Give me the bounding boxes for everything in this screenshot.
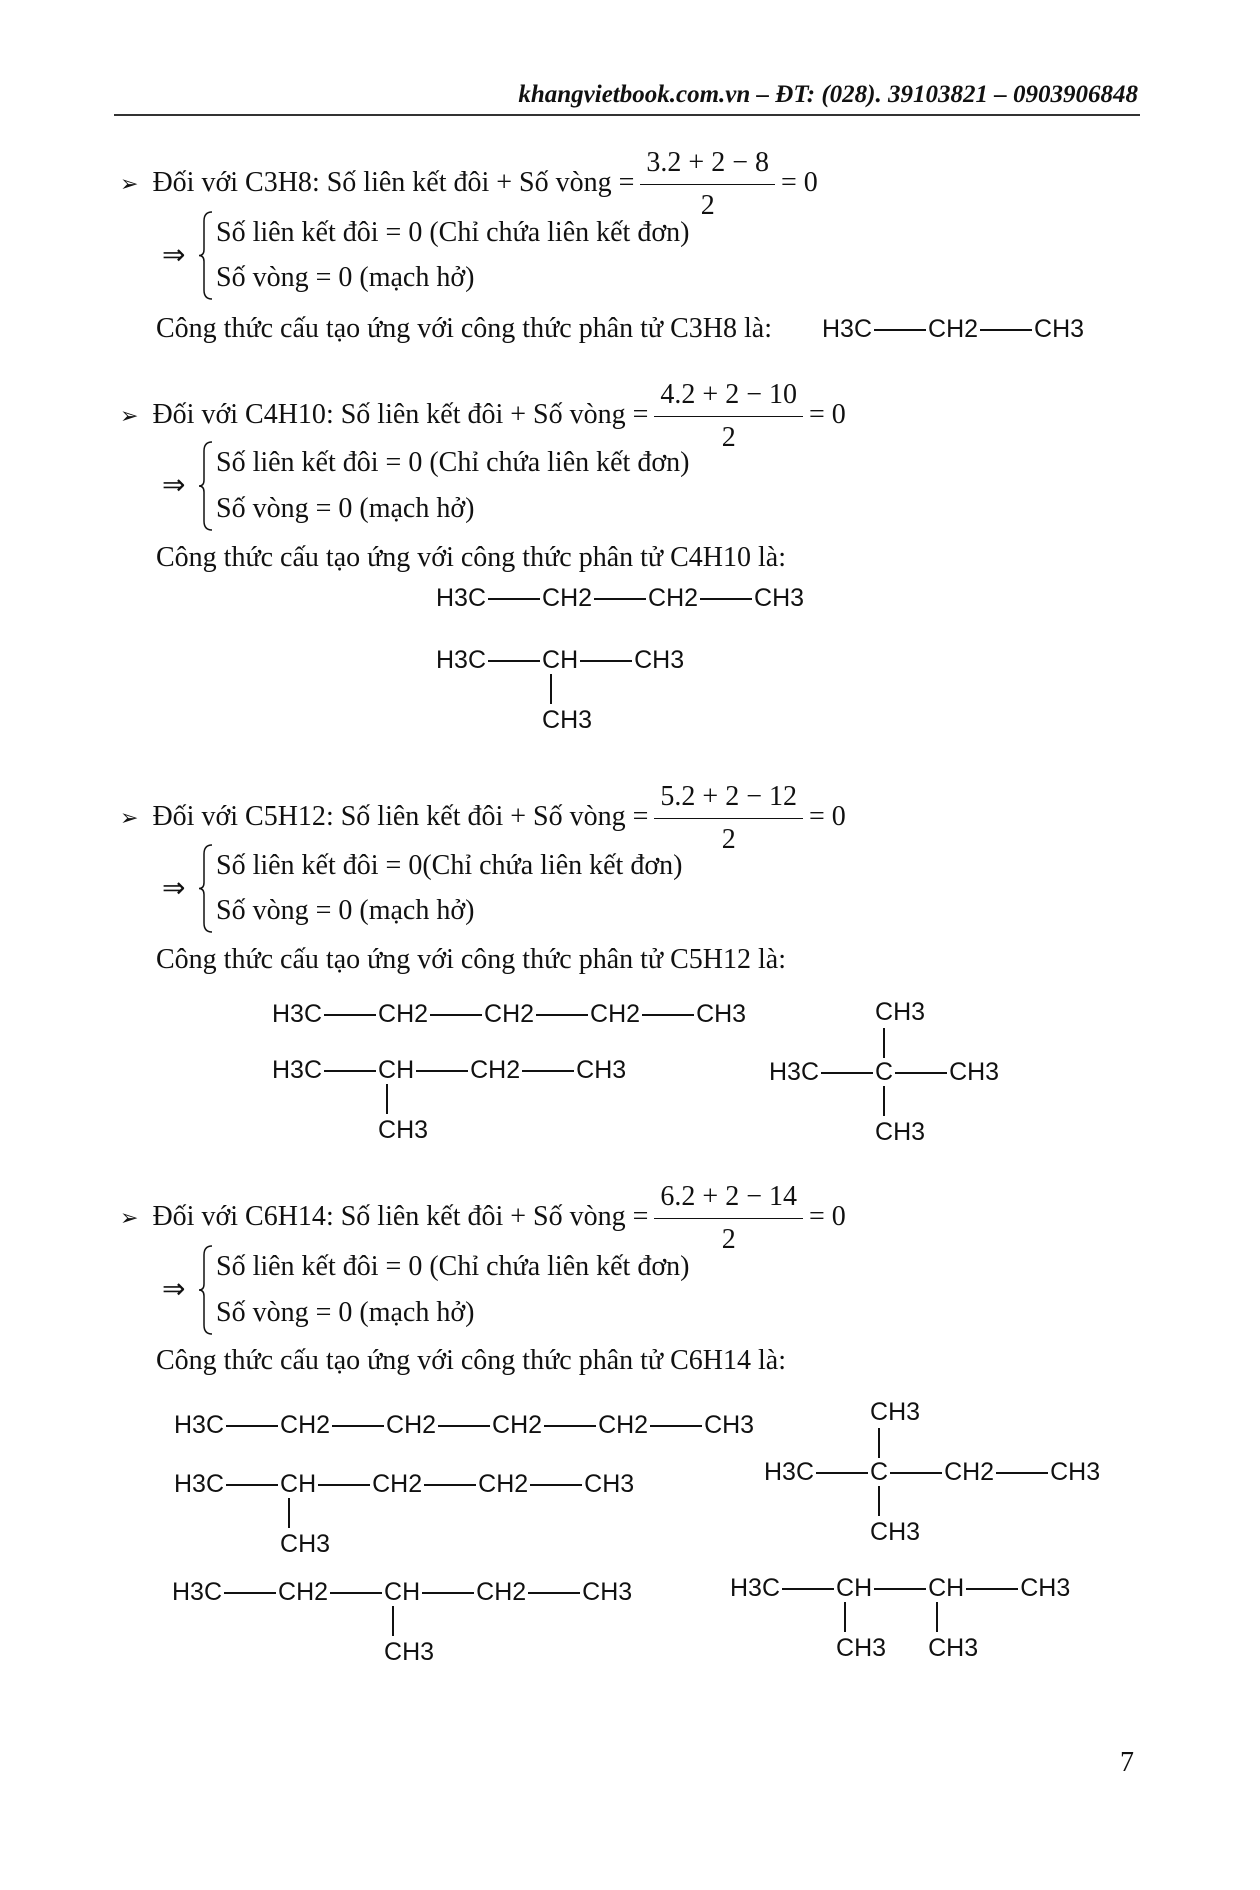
branch-label: CH3 [928,1634,979,1662]
group-label: CH3 [696,1000,747,1028]
prefix-text: Đối với [152,1200,239,1232]
branch-label: CH3 [280,1530,331,1558]
group-label: H3C [174,1411,225,1439]
single-bond [580,660,632,662]
equation-lhs: : Số liên kết đôi + Số vòng = [325,800,649,832]
group-label: CH2 [590,1000,641,1028]
single-bond [226,1425,278,1427]
atom-group [949,1056,999,1088]
single-bond [874,1588,926,1590]
case-rings: Số vòng = 0 (mạch hở) [216,493,475,524]
atom-group [280,1468,331,1558]
implies-symbol: ⇒ [162,470,186,501]
atom-group [174,1468,224,1500]
structural-formula [822,313,1084,345]
case-double-bonds: Số liên kết đôi = 0 (Chỉ chứa liên kết đơn) [216,1251,690,1282]
case-rings: Số vòng = 0 (mạch hở) [216,1297,475,1328]
branch-group [875,1086,925,1148]
atom-group [476,1576,526,1608]
single-bond [650,1425,702,1427]
single-bond [422,1592,474,1594]
atom-group [386,1409,436,1441]
atom-group [928,1572,979,1662]
page-header: khangvietbook.com.vn – ĐT: (028). 39103821 – 0903906848 [518,81,1138,108]
group-label: H3C [730,1574,781,1602]
group-label: CH2 [378,1000,429,1028]
single-bond [816,1472,868,1474]
equation-lhs: : Số liên kết đôi + Số vòng = [325,398,649,430]
atom-group [822,313,872,345]
group-label: H3C [272,1056,323,1084]
fraction-denominator: 2 [700,190,715,221]
molecular-formula: C6H14 [670,1345,751,1376]
branch-group [280,1498,330,1560]
bullet-arrow-icon: ➢ [120,402,139,428]
group-label: CH2 [542,584,593,612]
group-label: CH2 [648,584,699,612]
single-bond [821,1072,873,1074]
branch-group [542,674,592,736]
conclusion-text: Công thức cấu tạo ứng với công thức phân tử [156,542,664,573]
single-bond [488,598,540,600]
header-divider [114,114,1140,116]
structural-formula [764,1398,1101,1546]
fraction-denominator: 2 [721,824,736,855]
group-label: CH3 [704,1411,755,1439]
equation-result: = 0 [809,398,846,430]
single-bond [782,1588,834,1590]
group-label: H3C [174,1470,225,1498]
group-label: H3C [764,1458,815,1486]
page-number: 7 [1120,1747,1134,1778]
single-bond [966,1588,1018,1590]
group-label: CH2 [928,315,979,343]
equation-lhs: : Số liên kết đôi + Số vòng = [311,166,635,198]
brace-icon [198,1245,214,1343]
single-bond [416,1070,468,1072]
implies-symbol: ⇒ [162,1274,186,1305]
conclusion-line [156,1344,786,1378]
group-label: CH3 [584,1470,635,1498]
brace-icon [198,211,214,308]
group-label: CH3 [634,646,685,674]
group-label: CH2 [478,1470,529,1498]
molecular-formula: C5H12 [245,800,326,832]
structural-formula [272,998,746,1030]
group-label: CH [280,1470,317,1498]
equation-line [120,780,846,857]
equation-line [120,378,846,455]
branch-label: CH3 [875,998,926,1026]
atom-group [576,1054,626,1086]
branch-group [928,1602,978,1664]
branch-group [378,1084,428,1146]
atom-group [280,1409,330,1441]
conclusion-text: Công thức cấu tạo ứng với công thức phân tử [156,1345,664,1376]
prefix-text: Đối với [152,398,239,430]
branch-group [870,1486,920,1548]
group-label: C [875,1058,894,1086]
branch-label: CH3 [836,1634,887,1662]
vertical-bond [883,1086,885,1116]
single-bond [424,1484,476,1486]
atom-group [492,1409,542,1441]
single-bond [536,1014,588,1016]
branch-group [875,996,925,1058]
atom-group [542,582,592,614]
single-bond [522,1070,574,1072]
atom-group [582,1576,632,1608]
group-label: CH2 [280,1411,331,1439]
molecular-formula: C4H10 [670,542,751,573]
vertical-bond [936,1602,938,1632]
implies-symbol: ⇒ [162,239,186,271]
atom-group [769,1056,819,1088]
atom-group [272,1054,322,1086]
molecular-formula: C5H12 [670,944,751,975]
single-bond [318,1484,370,1486]
bullet-arrow-icon: ➢ [120,170,139,196]
molecular-formula: C3H8 [245,166,312,198]
group-label: CH [928,1574,965,1602]
group-label: CH2 [476,1578,527,1606]
atom-group [870,1398,921,1546]
conclusion-suffix: là: [757,1345,786,1376]
equation-result: = 0 [809,800,846,832]
atom-group [436,644,486,676]
molecular-formula: C3H8 [670,313,737,344]
fraction [654,780,803,857]
group-label: H3C [272,1000,323,1028]
conclusion-suffix: là: [757,542,786,573]
branch-group [836,1602,886,1664]
atom-group [944,1456,994,1488]
brace-icon [198,844,214,941]
case-rings: Số vòng = 0 (mạch hở) [216,895,475,926]
atom-group [704,1409,754,1441]
group-label: CH [542,646,579,674]
conclusion-line [156,312,772,346]
conclusion-line [156,943,786,977]
fraction-denominator: 2 [721,422,736,453]
atom-group [484,998,534,1030]
atom-group [648,582,698,614]
group-label: C [870,1458,889,1486]
conclusion-suffix: là: [743,313,772,344]
atom-group [754,582,804,614]
equation-line [120,1180,846,1257]
equation-result: = 0 [781,166,818,198]
group-label: CH3 [1034,315,1085,343]
group-label: H3C [172,1578,223,1606]
single-bond [874,329,926,331]
atom-group [378,1054,429,1144]
case-double-bonds: Số liên kết đôi = 0(Chỉ chứa liên kết đơn) [216,850,683,881]
group-label: CH [384,1578,421,1606]
single-bond [544,1425,596,1427]
atom-group [836,1572,887,1662]
structural-formula [436,644,685,734]
single-bond [980,329,1032,331]
branch-label: CH3 [875,1118,926,1146]
group-label: CH3 [1020,1574,1071,1602]
bullet-arrow-icon: ➢ [120,804,139,830]
atom-group [764,1456,814,1488]
single-bond [528,1592,580,1594]
fraction [654,1180,803,1257]
structural-formula [174,1409,754,1441]
vertical-bond [392,1606,394,1636]
single-bond [438,1425,490,1427]
group-label: CH [836,1574,873,1602]
atom-group [928,313,978,345]
case-double-bonds: Số liên kết đôi = 0 (Chỉ chứa liên kết đơn) [216,217,690,248]
atom-group [542,644,593,734]
single-bond [700,598,752,600]
molecular-formula: C4H10 [245,398,326,430]
single-bond [996,1472,1048,1474]
atom-group [172,1576,222,1608]
single-bond [332,1425,384,1427]
group-label: CH2 [484,1000,535,1028]
equation-line [120,146,818,223]
structural-formula [272,1054,627,1144]
vertical-bond [883,1028,885,1058]
branch-group [384,1606,434,1668]
atom-group [598,1409,648,1441]
prefix-text: Đối với [152,166,239,198]
brace-icon [198,441,214,539]
group-label: H3C [436,584,487,612]
structural-formula [172,1576,633,1666]
atom-group [436,582,486,614]
group-label: H3C [436,646,487,674]
conclusion-line [156,541,786,575]
group-label: CH3 [576,1056,627,1084]
structural-formula [436,582,804,614]
vertical-bond [288,1498,290,1528]
atom-group [1034,313,1084,345]
branch-label: CH3 [870,1518,921,1546]
group-label: CH2 [492,1411,543,1439]
case-double-bonds: Số liên kết đôi = 0 (Chỉ chứa liên kết đơn) [216,447,690,478]
branch-label: CH3 [542,706,593,734]
group-label: CH3 [754,584,805,612]
group-label: CH3 [1050,1458,1101,1486]
single-bond [430,1014,482,1016]
group-label: H3C [822,315,873,343]
single-bond [324,1070,376,1072]
structural-formula [174,1468,635,1558]
atom-group [1050,1456,1100,1488]
atom-group [634,644,684,676]
single-bond [226,1484,278,1486]
vertical-bond [844,1602,846,1632]
atom-group [384,1576,435,1666]
implies-symbol: ⇒ [162,872,186,904]
atom-group [696,998,746,1030]
group-label: CH2 [944,1458,995,1486]
atom-group [1020,1572,1070,1604]
branch-label: CH3 [384,1638,435,1666]
single-bond [890,1472,942,1474]
fraction-numerator: 3.2 + 2 − 8 [640,146,775,185]
fraction [640,146,775,223]
group-label: H3C [769,1058,820,1086]
single-bond [594,598,646,600]
single-bond [224,1592,276,1594]
branch-label: CH3 [870,1398,921,1426]
atom-group [470,1054,520,1086]
group-label: CH2 [470,1056,521,1084]
fraction-denominator: 2 [721,1224,736,1255]
fraction-numerator: 4.2 + 2 − 10 [654,378,803,417]
equation-lhs: : Số liên kết đôi + Số vòng = [325,1200,649,1232]
conclusion-suffix: là: [757,944,786,975]
atom-group [278,1576,328,1608]
structural-formula [730,1572,1071,1662]
vertical-bond [878,1486,880,1516]
branch-label: CH3 [378,1116,429,1144]
group-label: CH2 [372,1470,423,1498]
branch-group [870,1396,920,1458]
group-label: CH2 [598,1411,649,1439]
atom-group [478,1468,528,1500]
fraction [654,378,803,455]
single-bond [330,1592,382,1594]
atom-group [584,1468,634,1500]
single-bond [895,1072,947,1074]
vertical-bond [878,1428,880,1458]
prefix-text: Đối với [152,800,239,832]
atom-group [272,998,322,1030]
group-label: CH [378,1056,415,1084]
conclusion-text: Công thức cấu tạo ứng với công thức phân tử [156,313,664,344]
vertical-bond [386,1084,388,1114]
group-label: CH3 [582,1578,633,1606]
equation-result: = 0 [809,1200,846,1232]
conclusion-text: Công thức cấu tạo ứng với công thức phân tử [156,944,664,975]
group-label: CH3 [949,1058,1000,1086]
atom-group [875,998,926,1146]
group-label: CH2 [278,1578,329,1606]
fraction-numerator: 5.2 + 2 − 12 [654,780,803,819]
atom-group [372,1468,422,1500]
single-bond [488,660,540,662]
group-label: CH2 [386,1411,437,1439]
bullet-arrow-icon: ➢ [120,1204,139,1230]
single-bond [324,1014,376,1016]
single-bond [642,1014,694,1016]
vertical-bond [550,674,552,704]
fraction-numerator: 6.2 + 2 − 14 [654,1180,803,1219]
single-bond [530,1484,582,1486]
structural-formula [769,998,1000,1146]
atom-group [590,998,640,1030]
atom-group [730,1572,780,1604]
atom-group [378,998,428,1030]
molecular-formula: C6H14 [245,1200,326,1232]
atom-group [174,1409,224,1441]
case-rings: Số vòng = 0 (mạch hở) [216,262,475,293]
